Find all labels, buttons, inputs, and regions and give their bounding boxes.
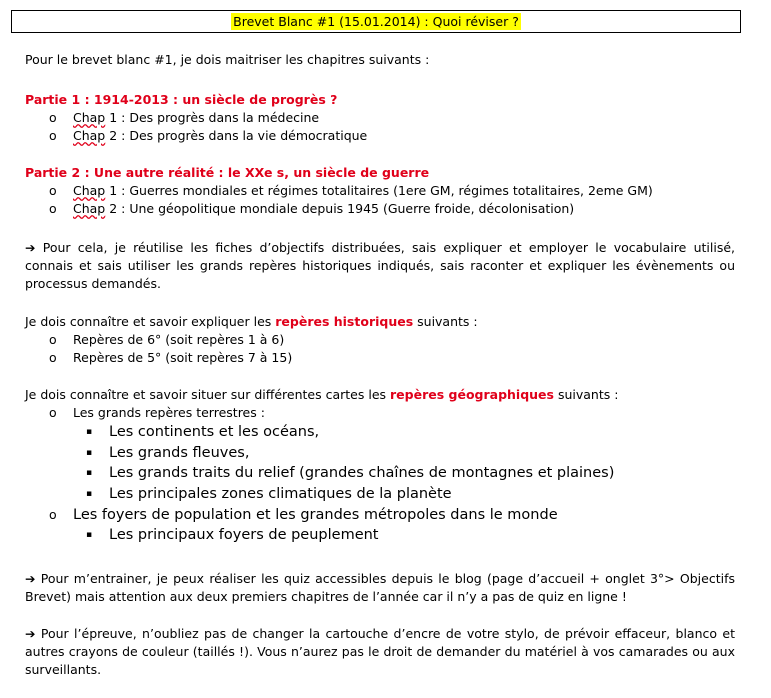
geo-intro: Je dois connaître et savoir situer sur différentes cartes les repères géographiques suivants : xyxy=(25,387,619,402)
part1-item-1: o Chap 1 : Des progrès dans la médecine xyxy=(49,110,320,125)
quiz-paragraph: ➔ Pour m’entrainer, je peux réaliser les quiz accessibles depuis le blog (page d’accueil + onglet 3°> Objectifs Brevet) mais attention aux deux premiers chapitres de l’année car il n’y a pas de quiz en ligne ! xyxy=(25,571,735,604)
part1-item-2: o Chap 2 : Des progrès dans la vie démocratique xyxy=(49,128,368,143)
geo-sub-5: ▪ Les principaux foyers de peuplement xyxy=(86,527,379,543)
intro: Pour le brevet blanc #1, je dois maitriser les chapitres suivants : xyxy=(25,52,430,67)
hist-intro: Je dois connaître et savoir expliquer les repères historiques suivants : xyxy=(25,314,478,329)
arrow-icon: ➔ xyxy=(25,571,36,586)
geo-sub-2: ▪ Les grands fleuves, xyxy=(86,445,250,461)
part2-heading: Partie 2 : Une autre réalité : le XXe s, un siècle de guerre xyxy=(25,165,430,180)
geo-item-2: o Les foyers de population et les grandes métropoles dans le monde xyxy=(49,507,558,523)
revision-paragraph: ➔ Pour cela, je réutilise les fiches d’objectifs distribuées, sais expliquer et employer le vocabulaire utilisé, connais et sais utiliser les grands repères historiques indiqués, sais raconter et expliquer les évènements ou processus demandés. xyxy=(25,240,735,291)
hist-item-2: o Repères de 5° (soit repères 7 à 15) xyxy=(49,350,293,365)
title-box xyxy=(11,10,741,33)
geo-sub-1: ▪ Les continents et les océans, xyxy=(86,424,320,440)
part1-heading: Partie 1 : 1914-2013 : un siècle de progrès ? xyxy=(25,92,338,107)
hist-item-1: o Repères de 6° (soit repères 1 à 6) xyxy=(49,332,285,347)
title: Brevet Blanc #1 (15.01.2014) : Quoi réviser ? xyxy=(233,14,519,29)
part2-item-2: o Chap 2 : Une géopolitique mondiale depuis 1945 (Guerre froide, décolonisation) xyxy=(49,201,575,216)
arrow-icon: ➔ xyxy=(25,626,36,641)
part2-item-1: o Chap 1 : Guerres mondiales et régimes totalitaires (1ere GM, régimes totalitaires, 2eme GM) xyxy=(49,183,653,198)
geo-sub-3: ▪ Les grands traits du relief (grandes chaînes de montagnes et plaines) xyxy=(86,465,615,481)
exam-paragraph: ➔ Pour l’épreuve, n’oubliez pas de changer la cartouche d’encre de votre stylo, de prévoir effaceur, blanco et autres crayons de couleur (taillés !). Vous n’aurez pas le droit de demander du matériel à vos camarades ou aux surveillants. xyxy=(25,626,735,677)
geo-sub-4: ▪ Les principales zones climatiques de la planète xyxy=(86,486,452,502)
geo-item-1: o Les grands repères terrestres : xyxy=(49,405,265,420)
arrow-icon: ➔ xyxy=(25,240,36,255)
